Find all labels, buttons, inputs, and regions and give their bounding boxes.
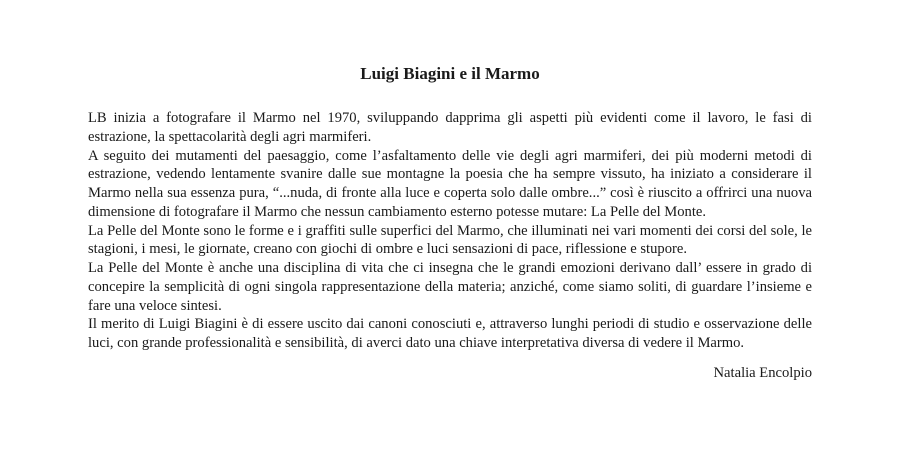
paragraph-2: A seguito dei mutamenti del paesaggio, come l’asfaltamento delle vie degli agri marmiferi, dei più moderni metodi di estrazione, vedendo lentamente svanire dalle sue montagne la poesia che ha sempre vissuto, ha iniziato a considerare il Marmo nella sua essenza pura, “...nuda, di fronte alla luce e coperta solo dalle ombre...” così è riuscito a offrirci una nuova dimensione di fotografare il Marmo che nessun cambiamento esterno potesse mutare: La Pelle del Monte.: [88, 147, 812, 220]
author-signature: Natalia Encolpio: [713, 365, 812, 381]
body-text: [88, 109, 812, 353]
paragraph-4: La Pelle del Monte è anche una disciplina di vita che ci insegna che le grandi emozioni derivano dall’ essere in grado di concepire la semplicità di ogni singola rappresentazione della materia; anziché, come siamo soliti, di guardare l’insieme e fare una veloce sintesi.: [88, 260, 812, 314]
paragraph-5: Il merito di Luigi Biagini è di essere uscito dai canoni conosciuti e, attraverso lunghi periodi di studio e osservazione delle luci, con grande professionalità e sensibilità, di averci dato una chiave interpretativa diversa di vedere il Marmo.: [88, 316, 812, 351]
page-title: Luigi Biagini e il Marmo: [360, 64, 540, 83]
paragraph-1: LB inizia a fotografare il Marmo nel 1970, sviluppando dapprima gli aspetti più evidenti come il lavoro, le fasi di estrazione, la spettacolarità degli agri marmiferi.: [88, 110, 812, 145]
paragraph-3: La Pelle del Monte sono le forme e i graffiti sulle superfici del Marmo, che illuminati nei vari momenti dei corsi del sole, le stagioni, i mesi, le giornate, creano con giochi di ombre e luci sensazioni di pace, riflessione e stupore.: [88, 222, 812, 258]
